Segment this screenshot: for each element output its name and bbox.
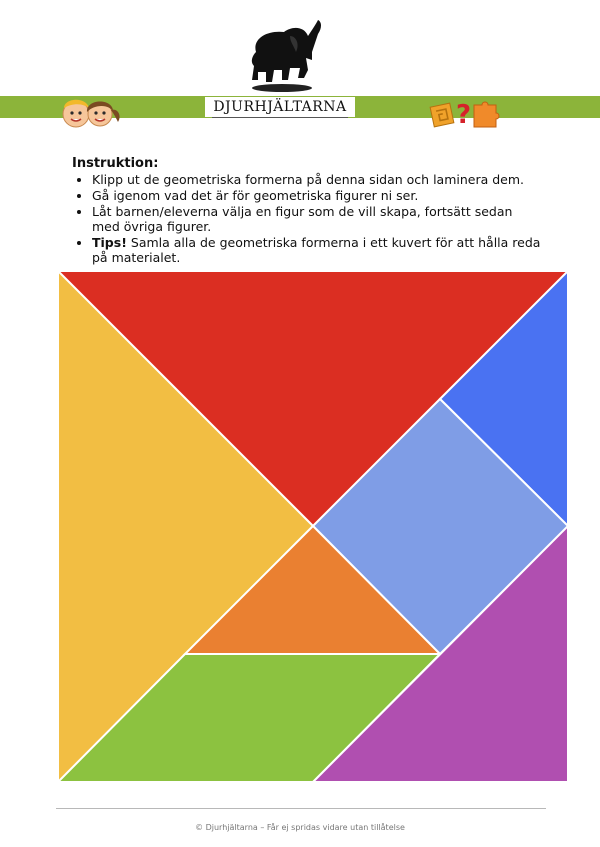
instruction-text: Samla alla de geometriska formerna i ett kuvert för att hålla reda på materialet. bbox=[92, 235, 541, 265]
tangram-square bbox=[58, 271, 568, 782]
footer-copyright: © Djurhjältarna – Får ej spridas vidare utan tillåtelse bbox=[195, 823, 405, 832]
children-faces-icon bbox=[56, 92, 124, 132]
svg-text:?: ? bbox=[456, 100, 472, 130]
puzzle-question-icon bbox=[428, 95, 500, 131]
instructions-list bbox=[72, 172, 542, 265]
footer-divider bbox=[56, 808, 546, 809]
instructions-heading: Instruktion: bbox=[72, 156, 159, 171]
tips-label: Tips! bbox=[92, 235, 127, 250]
instruction-text: Gå igenom vad det är för geometriska figurer ni ser. bbox=[92, 188, 419, 203]
site-title: DJURHJÄLTARNA bbox=[205, 97, 355, 117]
instructions-block bbox=[72, 156, 542, 266]
instruction-item bbox=[92, 172, 542, 187]
elephant-icon bbox=[238, 16, 326, 96]
instruction-text: Låt barnen/eleverna välja en figur som de vill skapa, fortsätt sedan med övriga figurer. bbox=[92, 204, 513, 234]
instruction-item bbox=[92, 235, 542, 265]
instruction-text: Klipp ut de geometriska formerna på denna sidan och laminera dem. bbox=[92, 172, 525, 187]
instruction-item bbox=[92, 204, 542, 234]
title-underline bbox=[212, 117, 348, 118]
instruction-item bbox=[92, 188, 542, 203]
